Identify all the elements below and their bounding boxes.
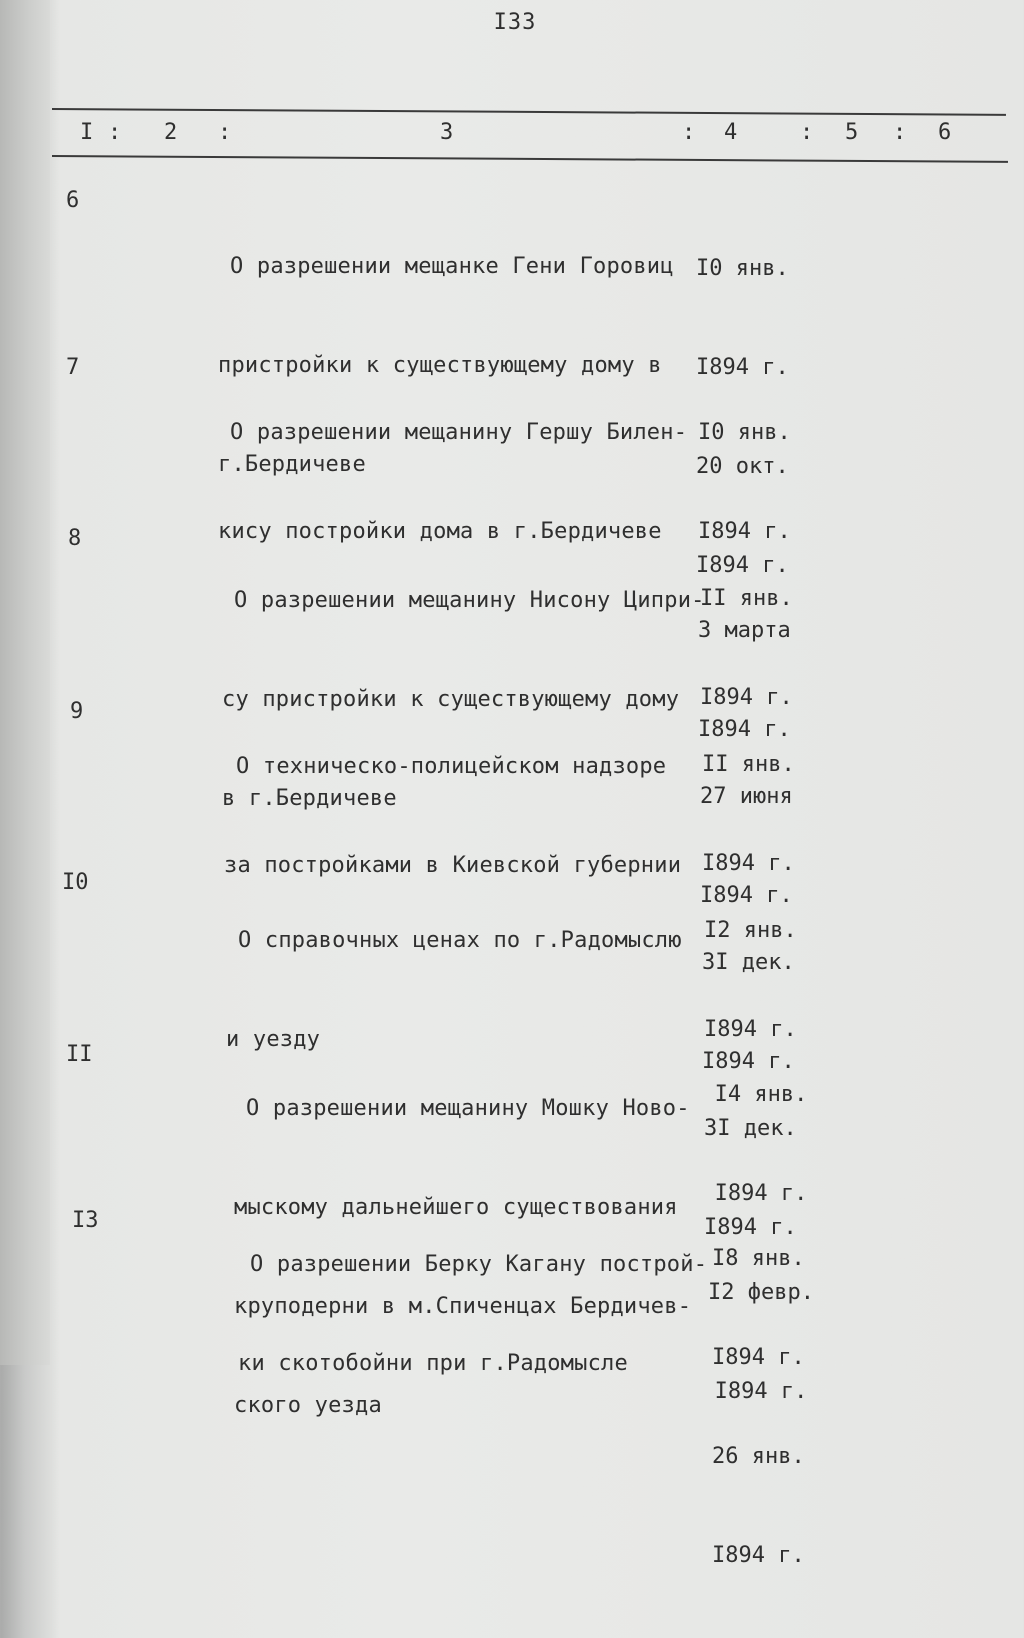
entry-description (238, 1182, 707, 1446)
header-separator: : (108, 120, 122, 145)
header-separator: : (682, 120, 696, 145)
header-col-1: I (80, 120, 94, 145)
header-separator: : (800, 120, 814, 145)
end-year: I894 г. (704, 1215, 797, 1240)
description-line: г.Бердичеве (218, 452, 366, 477)
start-date: II янв. (700, 586, 793, 611)
header-bottom-rule (52, 155, 1008, 163)
start-year: I894 г. (714, 1181, 808, 1206)
binding-gutter (0, 0, 50, 1365)
page-number: I33 (493, 10, 537, 35)
end-date: 3 марта (698, 618, 791, 643)
header-col-4: 4 (724, 120, 738, 145)
entry-number: 8 (68, 526, 82, 551)
header-separator: : (893, 120, 907, 145)
entry-number: 9 (70, 699, 84, 724)
end-date: 27 июня (700, 784, 793, 809)
description-line: О разрешении мещанке Гени Горовиц (230, 254, 674, 279)
start-year: I894 г. (702, 851, 795, 876)
entry-dates (712, 1176, 805, 1638)
description-line: О справочных ценах по г.Радомыслю (238, 928, 682, 953)
description-line: су пристройки к существующему дому (222, 687, 680, 712)
start-date: II янв. (702, 752, 795, 777)
description-line: за постройками в Киевской губернии (224, 853, 682, 878)
start-date: I0 янв. (698, 420, 791, 445)
description-line: ки скотобойни при г.Радомысле (238, 1351, 628, 1376)
header-col-6: 6 (938, 120, 952, 145)
entry-number: I0 (62, 870, 89, 895)
start-year: I894 г. (698, 519, 791, 544)
start-year: I894 г. (700, 685, 793, 710)
entry-number: 7 (66, 355, 80, 380)
end-year: I894 г. (696, 553, 789, 578)
description-line: круподерни в м.Спиченцах Бердичев- (234, 1294, 692, 1319)
end-year: I894 г. (714, 1379, 808, 1404)
description-line: О разрешении мещанину Нисону Ципри- (234, 588, 705, 613)
header-col-5: 5 (845, 120, 859, 145)
description-line: кису постройки дома в г.Бердичеве (218, 519, 662, 544)
description-line: О разрешении Берку Кагану построй- (250, 1252, 708, 1277)
header-col-2: 2 (164, 120, 178, 145)
end-year: I894 г. (712, 1543, 805, 1568)
header-separator: : (218, 120, 232, 145)
end-date: 3I дек. (702, 950, 795, 975)
start-year: I894 г. (712, 1345, 805, 1370)
end-date: 20 окт. (696, 454, 789, 479)
entry-number: II (66, 1042, 93, 1067)
entry-number: I3 (72, 1208, 99, 1233)
header-col-3: 3 (440, 120, 454, 145)
description-line: О техническо-полицейском надзоре (236, 754, 667, 779)
start-date: I0 янв. (696, 256, 789, 281)
start-year: I894 г. (704, 1017, 797, 1042)
header-top-rule (52, 108, 1006, 116)
end-date: 3I дек. (704, 1116, 797, 1141)
start-date: I8 янв. (712, 1246, 805, 1271)
description-line: ского уезда (234, 1393, 382, 1418)
entry-number: 6 (66, 188, 80, 213)
description-line: и уезду (226, 1027, 321, 1052)
end-year: I894 г. (702, 1049, 795, 1074)
end-year: I894 г. (698, 717, 791, 742)
description-line: в г.Бердичеве (222, 786, 397, 811)
description-line: О разрешении мещанину Мошку Ново- (246, 1096, 690, 1121)
start-year: I894 г. (696, 355, 789, 380)
description-line: О разрешении мещанину Гершу Билен- (230, 420, 688, 445)
description-line: пристройки к существующему дому в (218, 353, 662, 378)
start-date: I4 янв. (714, 1082, 808, 1107)
description-line: мыскому дальнейшего существования (234, 1195, 678, 1220)
end-date: 26 янв. (712, 1444, 805, 1469)
end-year: I894 г. (700, 883, 793, 908)
start-date: I2 янв. (704, 918, 797, 943)
end-date: I2 февр. (708, 1280, 814, 1305)
